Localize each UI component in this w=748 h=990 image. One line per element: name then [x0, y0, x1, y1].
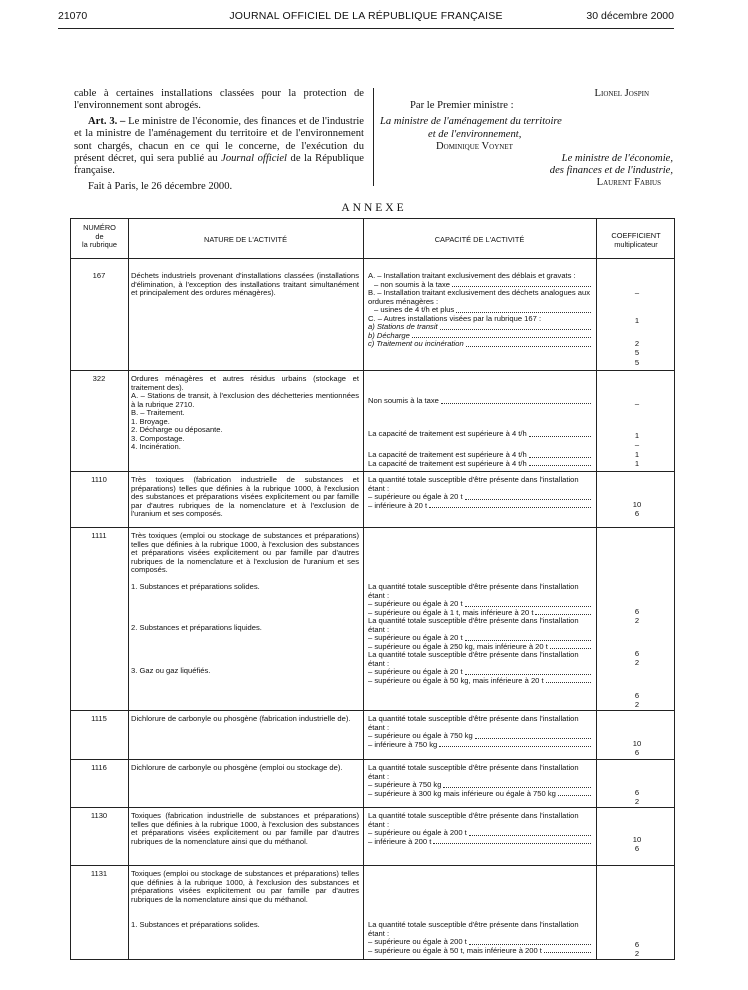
activity-capacity: La quantité totale susceptible d'être présente dans l'installation étant : – supérieure ou égale à 750 kg – inférieure à 750 kg	[368, 715, 592, 749]
activity-capacity: La quantité totale susceptible d'être présente dans l'installation étant : – supérieure à 750 kg – supérieure à 300 kg mais inférieure ou égale à 750 kg	[368, 764, 592, 798]
coefficient: 1	[634, 450, 640, 459]
coefficient: 2	[634, 797, 640, 806]
row-divider	[71, 471, 674, 472]
coefficient: 1	[634, 316, 640, 325]
minister-1-title-2: et de l'environnement,	[428, 128, 522, 140]
rubrique-number: 1130	[90, 811, 108, 820]
activity-capacity: La quantité totale susceptible d'être présente dans l'installation étant : – supérieure ou égale à 200 t – inférieure à 200 t	[368, 812, 592, 846]
activity-capacity: La quantité totale susceptible d'être présente dans l'installation étant : – supérieure ou égale à 20 t – supérieure ou égale à 1 t, mais inférieure à 20 t La quantité totale susceptible d'être présente dans l'installation étant : – supérieure ou égale à 20 t – supérieure ou égale à 250 kg, mais inférieure à 20 t La quantité totale susceptible d'être présente dans l'installation étant : – supérieure ou égale à 20 t – supérieure ou égale à 50 kg, mais inférieure à 20 t	[368, 583, 592, 685]
activity-nature: Dichlorure de carbonyle ou phosgène (emploi ou stockage de).	[131, 763, 343, 772]
activity-nature-sub: 2. Substances et préparations liquides.	[131, 623, 262, 632]
col-divider	[128, 219, 129, 959]
minister-2-title-2: des finances et de l'industrie,	[549, 165, 673, 177]
coefficient: 1	[634, 431, 640, 440]
rubrique-number: 1110	[91, 475, 107, 484]
page-number: 21070	[58, 10, 88, 22]
activity-nature: Déchets industriels provenant d'installations classées (installations d'élimination, à l'exception des installations traitant simultanément et principalement des ordures ménagères).	[131, 271, 359, 297]
activity-capacity: La capacité de traitement est supérieure à 4 t/h La capacité de traitement est supérieure à 4 t/h	[368, 451, 592, 468]
activity-nature-sub: 1. Substances et préparations solides.	[131, 920, 260, 929]
rubrique-number: 322	[92, 374, 106, 383]
minister-2-title: Le ministre de l'économie,	[561, 153, 673, 165]
annexe-title: ANNEXE	[341, 202, 407, 214]
coefficient: 10	[632, 835, 642, 844]
activity-capacity: La quantité totale susceptible d'être présente dans l'installation étant : – supérieure ou égale à 20 t – inférieure à 20 t	[368, 476, 592, 510]
paragraph-abrogation: cable à certaines installations classées pour la protection de l'environnement sont abrogés.	[74, 88, 364, 112]
coefficient: 2	[634, 658, 640, 667]
col-divider	[596, 219, 597, 959]
coefficient: 5	[634, 358, 640, 367]
col-divider	[363, 219, 364, 959]
minister-1-title: La ministre de l'aménagement du territoire	[380, 116, 562, 128]
header-num: NUMÉRO de la rubrique	[82, 223, 117, 250]
annexe-table	[70, 218, 675, 960]
header-rule	[58, 28, 674, 29]
coefficient: 5	[634, 348, 640, 357]
decree-text	[74, 88, 364, 196]
coefficient: –	[634, 288, 640, 297]
coefficient: 1	[634, 459, 640, 468]
coefficient: 6	[634, 691, 640, 700]
header-nature: NATURE DE L'ACTIVITÉ	[204, 235, 287, 244]
signer-prime-minister: Lionel Jospin	[594, 88, 649, 99]
row-divider	[71, 759, 674, 760]
rubrique-number: 1116	[91, 763, 107, 772]
row-divider	[71, 527, 674, 528]
row-divider	[71, 258, 674, 259]
article-label: Art. 3. –	[88, 115, 126, 127]
activity-nature: Toxiques (fabrication industrielle de substances et préparations) telles que définies à la rubrique 1000, à l'exclusion des substances et préparations visées explicitement ou par famille par d'autres rubriques de la nomenclature ainsi que du méthanol.	[131, 811, 359, 846]
activity-capacity: Non soumis à la taxe	[368, 397, 592, 406]
coefficient: 6	[634, 788, 640, 797]
header-capacite: CAPACITÉ DE L'ACTIVITÉ	[434, 235, 525, 244]
activity-capacity: La capacité de traitement est supérieure à 4 t/h	[368, 430, 592, 439]
activity-nature-sub: 1. Substances et préparations solides.	[131, 582, 260, 591]
coefficient: 2	[634, 700, 640, 709]
activity-nature: Dichlorure de carbonyle ou phosgène (fabrication industrielle de).	[131, 714, 351, 723]
activity-capacity: A. – Installation traitant exclusivement des déblais et gravats : – non soumis à la taxe B. – Installation traitant exclusivement des déchets analogues aux ordures ménagères : – usines de 4 t/h et plus C. – Autres installations visées par la rubrique 167 : a) Stations de transit b) Décharge c) Traitement ou incinération	[368, 271, 591, 348]
coefficient: 2	[634, 616, 640, 625]
done-at: Fait à Paris, le 26 décembre 2000.	[88, 180, 233, 192]
row-divider	[71, 865, 674, 866]
coefficient: 2	[634, 949, 640, 958]
signatures	[380, 88, 675, 190]
coefficient: 2	[634, 339, 640, 348]
coefficient: 10	[632, 739, 642, 748]
row-divider	[71, 710, 674, 711]
activity-nature: Très toxiques (emploi ou stockage de substances et préparations) telles que définies à la rubrique 1000, à l'exclusion des substances et préparations visées explicitement ou par famille par d'autres rubriques de la nomenclature et à l'exclusion de l'uranium et ses composés.	[131, 531, 359, 574]
journal-title: JOURNAL OFFICIEL DE LA RÉPUBLIQUE FRANÇAISE	[229, 10, 503, 22]
issue-date: 30 décembre 2000	[586, 10, 674, 22]
row-divider	[71, 370, 674, 371]
coefficient: –	[634, 399, 640, 408]
column-divider	[373, 88, 374, 186]
row-divider	[71, 807, 674, 808]
by-prime-minister: Par le Premier ministre :	[410, 100, 514, 112]
coefficient: 10	[632, 500, 642, 509]
coefficient: 6	[634, 607, 640, 616]
page-header	[58, 10, 674, 26]
coefficient: 6	[634, 649, 640, 658]
rubrique-number: 167	[92, 271, 106, 280]
header-coef: COEFFICIENT multiplicateur	[611, 231, 661, 249]
signer-fabius: Laurent Fabius	[596, 177, 661, 189]
article-3: Art. 3. – Le ministre de l'économie, des finances et de l'industrie et la ministre de l'aménagement du territoire et de l'environnement sont chargés, chacun en ce qui le concerne, de l'exécution du présent décret, qui sera publié au Journal officiel de la République française.	[74, 115, 364, 177]
activity-nature: Ordures ménagères et autres résidus urbains (stockage et traitement des). A. – Stations de transit, à l'exclusion des déchetteries mentionnées à la rubrique 2710. B. – Traitement. 1. Broyage. 2. Décharge ou déposante. 3. Compostage. 4. Incinération.	[131, 374, 359, 451]
rubrique-number: 1111	[91, 531, 107, 540]
coefficient: 6	[634, 940, 640, 949]
coefficient: 6	[634, 748, 640, 757]
coefficient: 6	[634, 509, 640, 518]
coefficient: 6	[634, 844, 640, 853]
activity-capacity: La quantité totale susceptible d'être présente dans l'installation étant : – supérieure ou égale à 200 t – supérieure ou égale à 50 t, mais inférieure à 200 t	[368, 921, 592, 955]
activity-nature: Très toxiques (fabrication industrielle de substances et préparations) telles que définies à la rubrique 1000, à l'exclusion des substances et préparations visées explicitement ou par famille par d'autres rubriques de la nomenclature et à l'exclusion de l'uranium et ses composés.	[131, 475, 359, 518]
activity-nature-sub: 3. Gaz ou gaz liquéfiés.	[131, 666, 211, 675]
rubrique-number: 1115	[91, 714, 107, 723]
coefficient: –	[634, 440, 640, 449]
signer-voynet: Dominique Voynet	[436, 140, 513, 152]
activity-nature: Toxiques (emploi ou stockage de substances et préparations) telles que définies à la rubrique 1000, à l'exclusion des substances et préparations visées explicitement ou par famille par d'autres rubriques de la nomenclature ainsi que du méthanol.	[131, 869, 359, 904]
rubrique-number: 1131	[90, 869, 108, 878]
